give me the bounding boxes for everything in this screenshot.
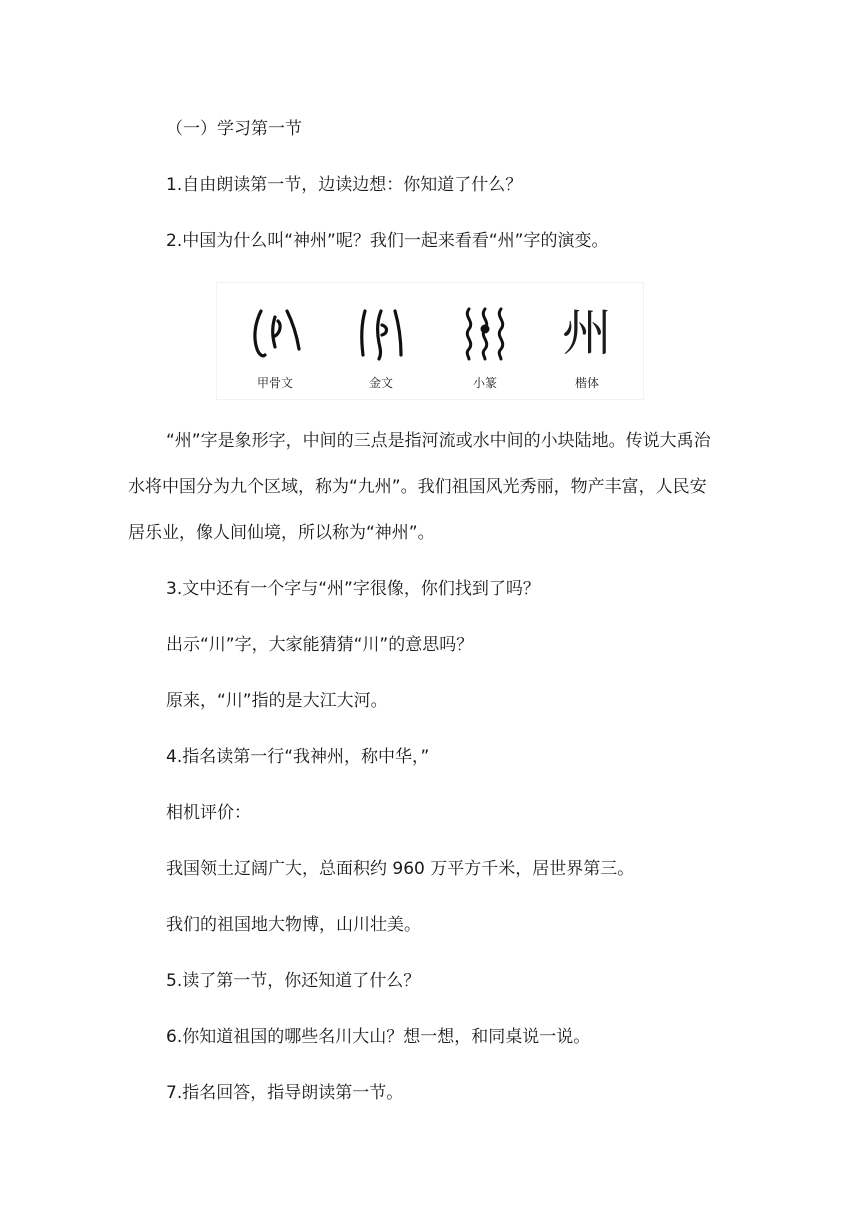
paragraph-continuation: 居乐业，像人间仙境，所以称为“神州”。 [128, 523, 435, 543]
paragraph: 2.中国为什么叫“神州”呢？我们一起来看看“州”字的演变。 [166, 231, 609, 251]
paragraph: 我们的祖国地大物博，山川壮美。 [166, 915, 421, 935]
paragraph: 5.读了第一节，你还知道了什么？ [166, 971, 421, 991]
bronze-zhou-glyph [351, 303, 411, 363]
paragraph: 我国领土辽阔广大，总面积约 960 万平方千米，居世界第三。 [166, 859, 635, 879]
section-heading: （一）学习第一节 [166, 119, 302, 139]
caption-small-seal: 小篆 [472, 376, 497, 390]
paragraph: “州”字是象形字，中间的三点是指河流或水中间的小块陆地。传说大禹治 [166, 431, 711, 451]
paragraph: 1.自由朗读第一节，边读边想：你知道了什么？ [166, 175, 523, 195]
small-seal-zhou-glyph [455, 303, 515, 363]
paragraph: 7.指名回答，指导朗读第一节。 [166, 1083, 404, 1103]
paragraph: 4.指名读第一行“我神州，称中华，” [166, 747, 430, 767]
paragraph: 相机评价： [166, 803, 251, 823]
caption-bronze: 金文 [368, 376, 393, 390]
paragraph: 出示“川”字，大家能猜猜“川”的意思吗？ [166, 635, 474, 655]
caption-oracle-bone: 甲骨文 [256, 376, 293, 390]
paragraph: 6.你知道祖国的哪些名川大山？想一想，和同桌说一说。 [166, 1027, 591, 1047]
regular-script-zhou-glyph: 州 [562, 304, 612, 362]
paragraph-continuation: 水将中国分为九个区域，称为“九州”。我们祖国风光秀丽，物产丰富，人民安 [128, 477, 707, 497]
oracle-bone-zhou-glyph [245, 303, 305, 363]
caption-regular-script: 楷体 [574, 376, 599, 390]
character-evolution-figure [216, 282, 644, 400]
paragraph: 3.文中还有一个字与“州”字很像，你们找到了吗？ [166, 579, 540, 599]
paragraph: 原来，“川”指的是大江大河。 [166, 691, 388, 711]
